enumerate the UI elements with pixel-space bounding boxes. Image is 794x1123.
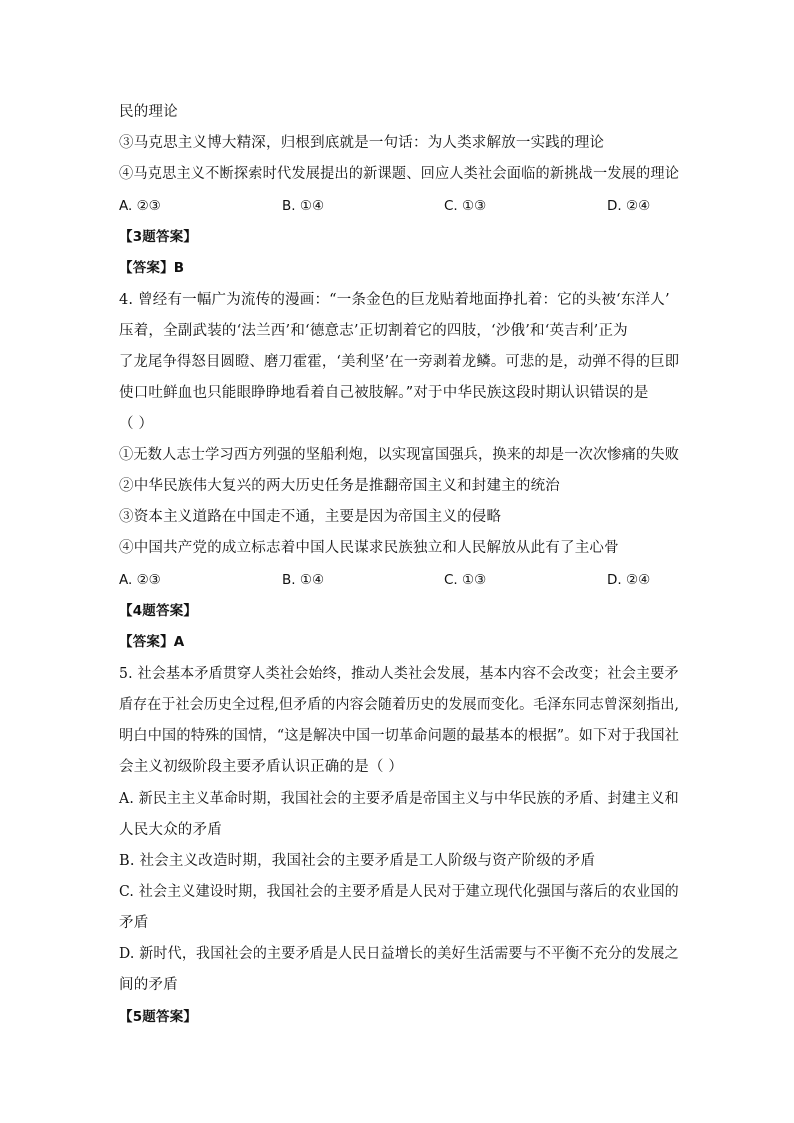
q5-choice-d: D. 新时代，我国社会的主要矛盾是人民日益增长的美好生活需要与不平衡不充分的发展之 <box>119 946 679 962</box>
q3-option-a: A. ②③ <box>119 198 161 214</box>
q5-stem-line: 明白中国的特殊的国情，“这是解决中国一切革命问题的最基本的根据”。如下对于我国社 <box>119 728 680 744</box>
q4-stem-line: 4. 曾经有一幅广为流传的漫画：“一条金色的巨龙贴着地面挣扎着：它的头被‘东洋人’ <box>119 292 670 308</box>
q5-choice-b: B. 社会主义改造时期，我国社会的主要矛盾是工人阶级与资产阶级的矛盾 <box>119 853 596 869</box>
q3-option-b: B. ①④ <box>282 198 325 214</box>
q3-item-4: ④马克思主义不断探索时代发展提出的新课题、回应人类社会面临的新挑战一发展的理论 <box>119 166 680 182</box>
q3-item-3: ③马克思主义博大精深，归根到底就是一句话：为人类求解放一实践的理论 <box>119 135 605 151</box>
q5-stem-line: 会主义初级阶段主要矛盾认识正确的是（ ） <box>119 759 404 775</box>
q5-choice-c: C. 社会主义建设时期，我国社会的主要矛盾是人民对于建立现代化强国与落后的农业国的 <box>119 884 679 900</box>
q3-option-d: D. ②④ <box>607 198 651 214</box>
q4-stem-line: 使口吐鲜血也只能眼睁睁地看着自己被肢解。”对于中华民族这段时期认识错误的是 <box>119 385 649 401</box>
q5-stem-line: 盾存在于社会历史全过程,但矛盾的内容会随着历史的发展而变化。毛泽东同志曾深刻指出, <box>119 697 680 713</box>
q5-choice-a-cont: 人民大众的矛盾 <box>119 822 222 838</box>
q4-option-b: B. ①④ <box>282 572 325 588</box>
q4-item-1: ①无数人志士学习西方列强的坚船利炮，以实现富国强兵，换来的却是一次次惨痛的失败 <box>119 447 680 463</box>
q5-answer-header: 【5题答案】 <box>119 1009 198 1025</box>
q4-option-c: C. ①③ <box>444 572 487 588</box>
q5-choice-a: A. 新民主主义革命时期，我国社会的主要矛盾是帝国主义与中华民族的矛盾、封建主义和 <box>119 791 679 807</box>
q4-option-d: D. ②④ <box>607 572 651 588</box>
q3-answer: 【答案】B <box>119 260 185 276</box>
q4-stem-line: 了龙尾争得怒目圆瞪、磨刀霍霍，‘美利坚’在一旁剥着龙鳞。可悲的是，动弹不得的巨即 <box>119 354 680 370</box>
q5-choice-c-cont: 矛盾 <box>119 915 149 931</box>
q4-item-4: ④中国共产党的成立标志着中国人民谋求民族独立和人民解放从此有了主心骨 <box>119 540 619 556</box>
q5-stem-line: 5. 社会基本矛盾贯穿人类社会始终，推动人类社会发展，基本内容不会改变；社会主要矛 <box>119 666 679 682</box>
q4-stem-line: 压着，全副武装的‘法兰西’和‘德意志’正切割着它的四肢，‘沙俄’和‘英吉利’正为 <box>119 323 628 339</box>
q3-stem-continuation: 民的理论 <box>119 104 178 120</box>
q3-option-c: C. ①③ <box>444 198 487 214</box>
q4-option-a: A. ②③ <box>119 572 161 588</box>
q4-item-2: ②中华民族伟大复兴的两大历史任务是推翻帝国主义和封建主的统治 <box>119 478 560 494</box>
q4-answer-header: 【4题答案】 <box>119 603 198 619</box>
q4-item-3: ③资本主义道路在中国走不通，主要是因为帝国主义的侵略 <box>119 509 502 525</box>
q4-answer: 【答案】A <box>119 634 185 650</box>
q5-choice-d-cont: 间的矛盾 <box>119 977 178 993</box>
q4-answer-blank: （ ） <box>119 416 154 432</box>
q3-answer-header: 【3题答案】 <box>119 229 198 245</box>
